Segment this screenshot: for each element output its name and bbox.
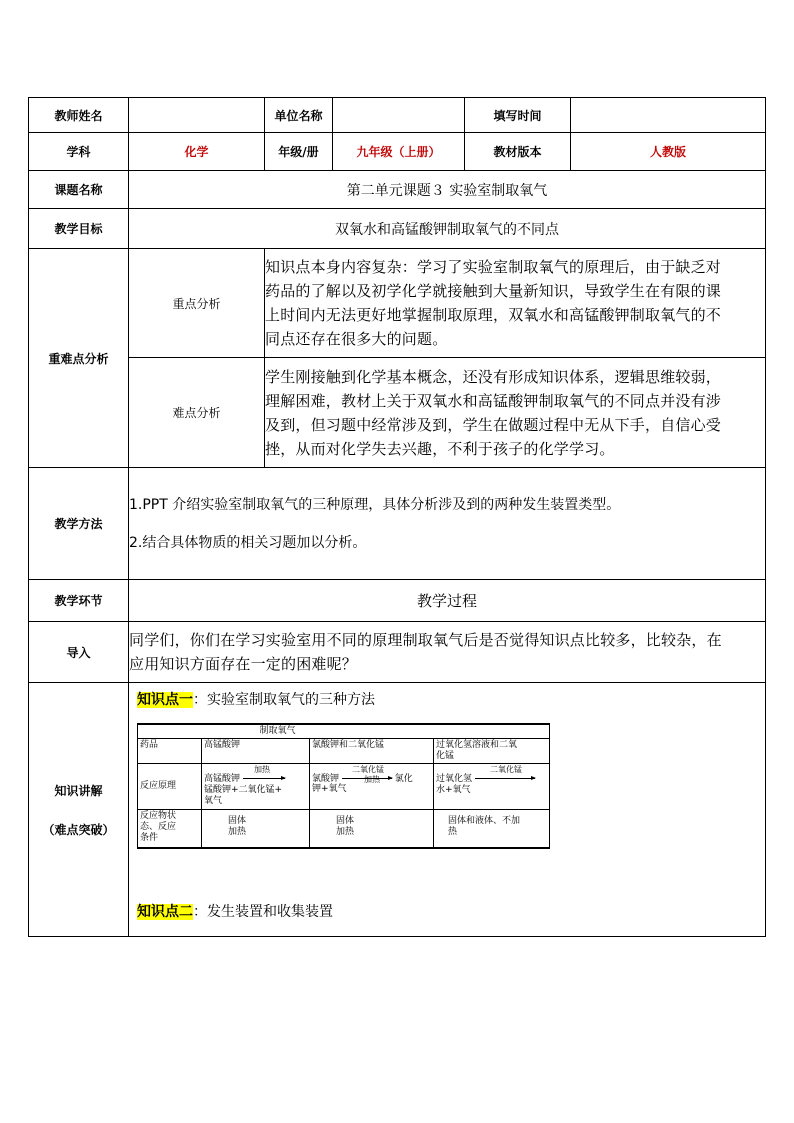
edition-label: 教材版本 xyxy=(465,133,571,171)
drug-3 xyxy=(434,739,550,764)
principle-2-reactant: 氯酸钾 xyxy=(312,774,340,784)
analysis-label: 重难点分析 xyxy=(29,249,129,468)
drug-row-label: 药品 xyxy=(138,739,202,764)
principle-3-products: 水+氧气 xyxy=(436,785,471,795)
principle-1-reactant: 高锰酸钾 xyxy=(204,774,241,784)
knowledge-label: 知识讲解 xyxy=(54,783,103,798)
diff-line-1: 学生刚接触到化学基本概念，还没有形成知识体系，逻辑思维较弱， xyxy=(265,367,722,386)
fill-date-label: 填写时间 xyxy=(465,98,571,133)
diff-line-4: 挫，从而对化学失去兴趣，不利于孩子的化学学习。 xyxy=(265,439,615,458)
lesson-plan-table xyxy=(28,97,766,937)
edition-value: 人教版 xyxy=(571,133,766,171)
grade-value: 九年级（上册） xyxy=(333,133,465,171)
subject-label: 学科 xyxy=(29,133,129,171)
drug-1: 高锰酸钾 xyxy=(202,739,310,764)
knowledge-label-cell xyxy=(29,683,129,937)
key-analysis-text xyxy=(265,249,766,358)
condition-row-label xyxy=(138,810,202,848)
difficulty-analysis-text xyxy=(265,358,766,468)
principle-row-label: 反应原理 xyxy=(138,764,202,810)
arrow-icon xyxy=(243,778,285,779)
oxygen-condition-row xyxy=(138,810,550,848)
principle-2-catalyst: 二氧化锰 xyxy=(352,765,384,774)
principle-1-oxygen: 氧气 xyxy=(204,796,223,806)
principle-3 xyxy=(434,764,550,810)
arrow-icon xyxy=(475,778,535,779)
oxygen-drug-row xyxy=(138,739,550,764)
topic-value: 第二单元课题３ 实验室制取氧气 xyxy=(129,171,766,209)
goal-label: 教学目标 xyxy=(29,209,129,249)
condition-3-line-1: 固体和液体、不加 xyxy=(448,816,521,826)
oxygen-methods-table xyxy=(137,723,550,849)
principle-1-condition: 加热 xyxy=(254,765,270,774)
subject-value: 化学 xyxy=(129,133,265,171)
drug-2: 氯酸钾和二氧化锰 xyxy=(310,739,434,764)
method-text xyxy=(129,468,766,580)
method-item-2: 2.结合具体物质的相关习题加以分析。 xyxy=(129,534,367,551)
condition-2-line-2: 加热 xyxy=(336,827,355,837)
principle-1-products: 锰酸钾+二氧化锰+ xyxy=(204,785,283,795)
process-label: 教学环节 xyxy=(29,580,129,622)
condition-label-line-2: 态、反应 xyxy=(140,822,177,832)
oxygen-table-title: 制取氧气 xyxy=(202,724,550,739)
unit-name-cell[interactable] xyxy=(333,98,465,133)
fill-date-cell[interactable] xyxy=(571,98,766,133)
condition-label-line-1: 反应物状 xyxy=(140,811,177,821)
knowledge-point-2 xyxy=(137,901,333,921)
knowledge-content xyxy=(129,683,766,937)
process-row xyxy=(29,580,766,622)
condition-label-line-3: 条件 xyxy=(140,833,159,843)
condition-3 xyxy=(434,810,550,848)
condition-1-line-2: 加热 xyxy=(228,827,247,837)
teacher-name-label: 教师姓名 xyxy=(29,98,129,133)
knowledge-point-2-tag: 知识点二 xyxy=(137,904,193,920)
diff-line-3: 及到，但习题中经常涉及到，学生在做题过程中无从下手，自信心受 xyxy=(265,415,722,434)
topic-row xyxy=(29,171,766,209)
arrow-icon xyxy=(342,778,392,779)
oxygen-principle-row xyxy=(138,764,550,810)
intro-line-2: 应用知识方面存在一定的困难呢？ xyxy=(129,655,358,673)
knowledge-point-1-text: ：实验室制取氧气的三种方法 xyxy=(193,692,375,708)
key-line-1: 知识点本身内容复杂：学习了实验室制取氧气的原理后，由于缺乏对 xyxy=(265,258,722,276)
header-row-1 xyxy=(29,98,766,133)
method-item-1: 1.PPT 介绍实验室制取氧气的三种原理，具体分析涉及到的两种发生装置类型。 xyxy=(129,496,621,513)
key-analysis-row xyxy=(29,249,766,358)
topic-label: 课题名称 xyxy=(29,171,129,209)
principle-3-catalyst: 二氧化锰 xyxy=(490,765,522,774)
difficulty-analysis-row xyxy=(29,358,766,468)
key-line-4: 同点还存在很多大的问题。 xyxy=(265,330,448,348)
method-label: 教学方法 xyxy=(29,468,129,580)
key-line-3: 上时间内无法更好地掌握制取原理，双氧水和高锰酸钾制取氧气的不 xyxy=(265,306,722,324)
condition-2-line-1: 固体 xyxy=(336,816,355,826)
goal-row xyxy=(29,209,766,249)
method-row xyxy=(29,468,766,580)
process-value: 教学过程 xyxy=(129,580,766,622)
knowledge-sublabel: （难点突破） xyxy=(42,822,115,837)
intro-line-1: 同学们，你们在学习实验室用不同的原理制取氧气后是否觉得知识点比较多，比较杂，在 xyxy=(129,631,722,649)
knowledge-point-1 xyxy=(137,689,757,709)
header-row-2 xyxy=(29,133,766,171)
unit-name-label: 单位名称 xyxy=(265,98,333,133)
drug-3-line-2: 化锰 xyxy=(436,751,455,761)
intro-text xyxy=(129,622,766,683)
principle-2-products: 钾+氧气 xyxy=(312,784,347,794)
intro-row xyxy=(29,622,766,683)
condition-3-line-2: 热 xyxy=(448,827,458,837)
grade-label: 年级/册 xyxy=(265,133,333,171)
principle-2 xyxy=(310,764,434,810)
condition-2 xyxy=(310,810,434,848)
oxygen-title-row xyxy=(138,724,550,739)
principle-3-reactant: 过氧化氢 xyxy=(436,774,473,784)
principle-2-condition: 加热 xyxy=(364,775,380,784)
key-line-2: 药品的了解以及初学化学就接触到大量新知识，导致学生在有限的课 xyxy=(265,282,722,300)
knowledge-point-1-tag: 知识点一 xyxy=(137,692,193,708)
condition-1-line-1: 固体 xyxy=(228,816,247,826)
knowledge-point-2-text: ：发生装置和收集装置 xyxy=(193,904,333,920)
goal-value: 双氧水和高锰酸钾制取氧气的不同点 xyxy=(129,209,766,249)
difficulty-analysis-label: 难点分析 xyxy=(129,358,265,468)
condition-1 xyxy=(202,810,310,848)
principle-2-product: 氯化 xyxy=(394,774,413,784)
knowledge-row xyxy=(29,683,766,937)
intro-label: 导入 xyxy=(29,622,129,683)
diff-line-2: 理解困难，教材上关于双氧水和高锰酸钾制取氧气的不同点并没有涉 xyxy=(265,391,722,410)
drug-3-line-1: 过氧化氢溶液和二氧 xyxy=(436,740,518,750)
principle-1 xyxy=(202,764,310,810)
key-analysis-label: 重点分析 xyxy=(129,249,265,358)
teacher-name-cell[interactable] xyxy=(129,98,265,133)
